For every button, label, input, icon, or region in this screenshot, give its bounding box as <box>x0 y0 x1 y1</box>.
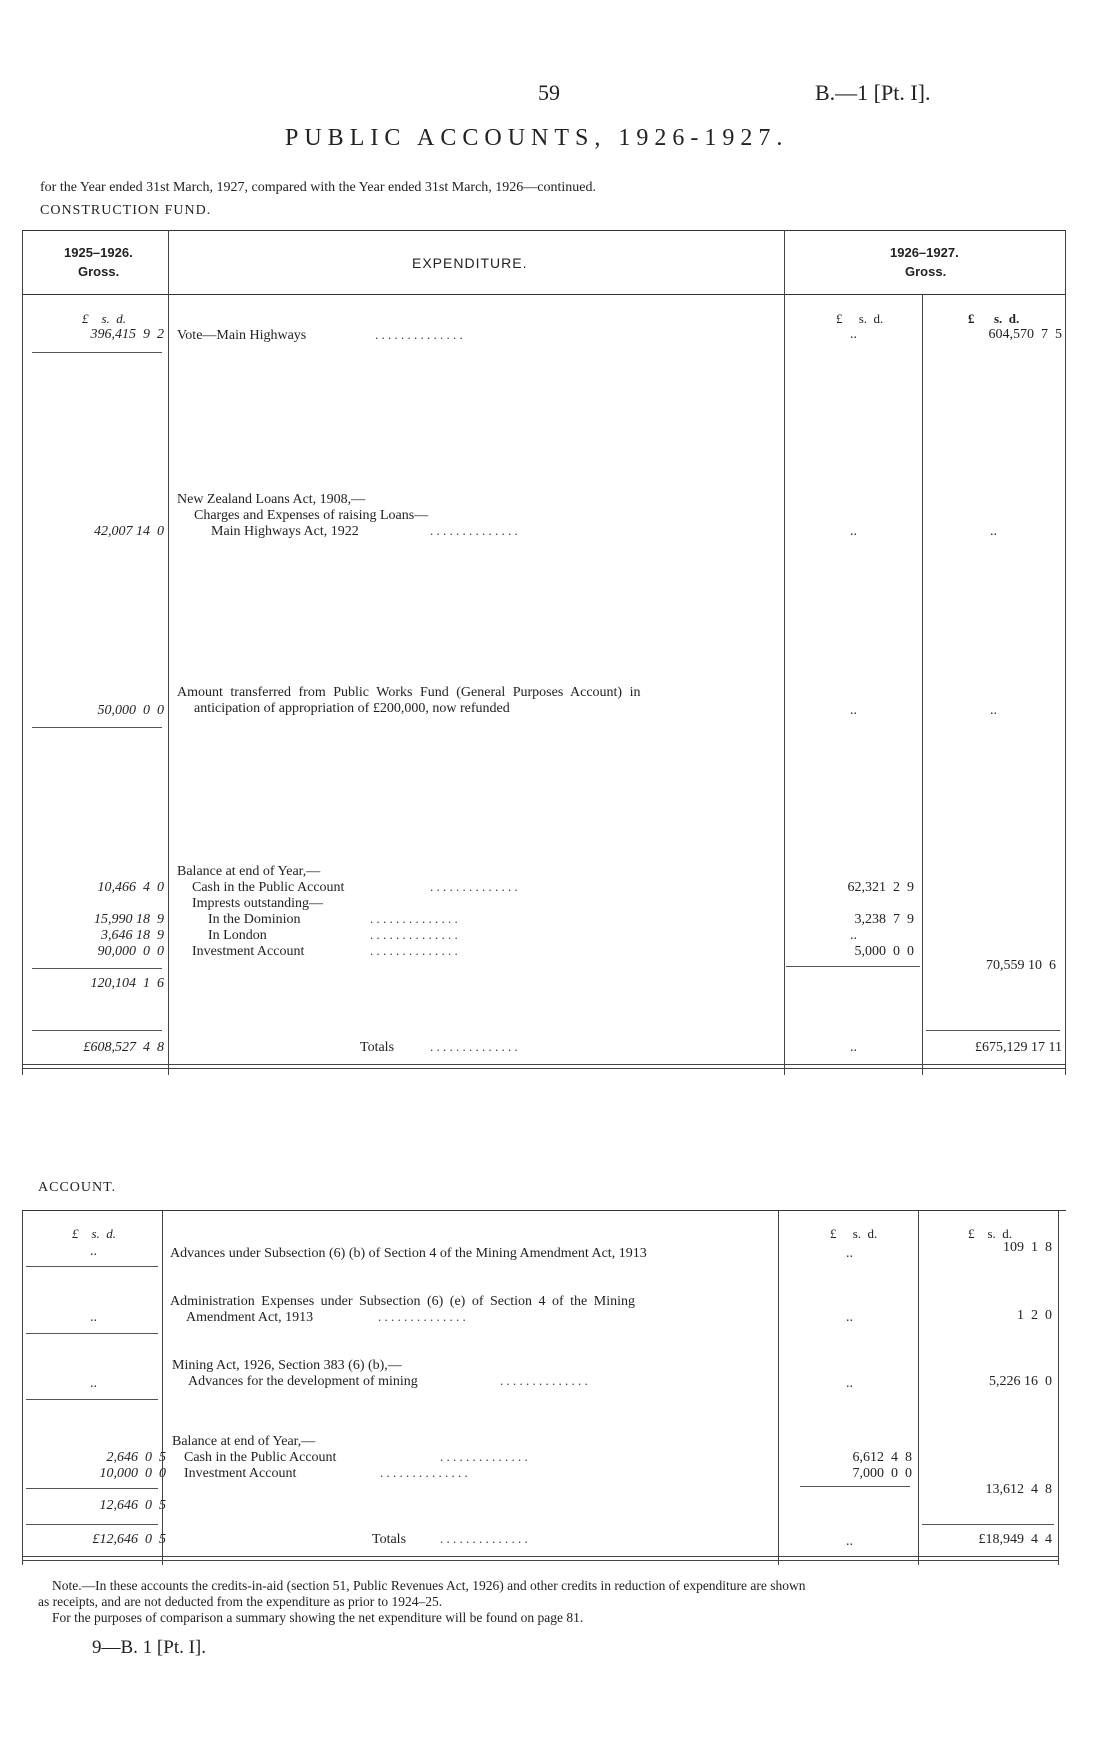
row-advances-label: Advances under Subsection (6) (b) of Section 4 of the Mining Amendment Act, 1913 <box>170 1246 647 1261</box>
balance-london-label: In London <box>208 928 267 943</box>
leader-dots: . . . . . . . . . . . . . . <box>370 911 458 926</box>
row-mining-left-amount: .. <box>90 1376 97 1391</box>
page-subtitle: for the Year ended 31st March, 1927, compared with the Year ended 31st March, 1926—continued. <box>40 180 596 195</box>
section-heading: CONSTRUCTION FUND. <box>40 203 212 218</box>
balance-subtotal-right: 13,612 4 8 <box>985 1482 1052 1497</box>
row-advances-mid-amount: .. <box>846 1246 853 1261</box>
row-loans-label-2: Charges and Expenses of raising Loans— <box>194 508 429 523</box>
balance-dominion-label: In the Dominion <box>208 912 301 927</box>
balance-cash-mid-amount: 6,612 4 8 <box>852 1450 912 1465</box>
footnote-1-continued: as receipts, and are not deducted from the expenditure as prior to 1924–25. <box>38 1594 443 1609</box>
balance-cash-left-amount: 10,466 4 0 <box>97 880 164 895</box>
row-vote-label: Vote—Main Highways <box>177 328 307 343</box>
unit-label-left: £ s. d. <box>72 1226 117 1241</box>
row-transfer-left-amount: 50,000 0 0 <box>97 703 164 718</box>
balance-subtotal-left: 120,104 1 6 <box>90 976 164 991</box>
page-title: PUBLIC ACCOUNTS, 1926-1927. <box>285 125 789 151</box>
balance-dominion-mid-amount: 3,238 7 9 <box>854 912 914 927</box>
leader-dots: . . . . . . . . . . . . . . <box>375 327 463 342</box>
balance-dominion-left-amount: 15,990 18 9 <box>94 912 164 927</box>
balance-heading: Balance at end of Year,— <box>172 1434 316 1449</box>
row-vote-left-amount: 396,415 9 2 <box>90 327 164 342</box>
row-loans-label-1: New Zealand Loans Act, 1908,— <box>177 492 366 507</box>
row-mining-label-2: Advances for the development of mining <box>188 1374 418 1389</box>
unit-label-right: £ s. d. <box>968 311 1020 326</box>
row-admin-right-amount: 1 2 0 <box>1017 1308 1052 1323</box>
balance-investment-left-amount: 10,000 0 0 <box>99 1466 166 1481</box>
balance-investment-mid-amount: 7,000 0 0 <box>852 1466 912 1481</box>
unit-label-right: £ s. d. <box>968 1226 1013 1241</box>
balance-subtotal-right: 70,559 10 6 <box>986 958 1056 973</box>
row-loans-label-3: Main Highways Act, 1922 <box>211 524 359 539</box>
leader-dots: . . . . . . . . . . . . . . <box>440 1449 528 1464</box>
row-transfer-mid-amount: .. <box>850 703 857 718</box>
totals-label: Totals <box>372 1532 407 1547</box>
leader-dots: . . . . . . . . . . . . . . <box>500 1373 588 1388</box>
totals-mid-amount: .. <box>846 1534 853 1549</box>
page-reference: B.—1 [Pt. I]. <box>815 80 931 105</box>
col-header-1926: 1926–1927. <box>890 245 959 260</box>
row-loans-right-amount: .. <box>990 524 997 539</box>
leader-dots: . . . . . . . . . . . . . . <box>440 1531 528 1546</box>
row-transfer-right-amount: .. <box>990 703 997 718</box>
totals-right-amount: £18,949 4 4 <box>978 1532 1052 1547</box>
leader-dots: . . . . . . . . . . . . . . <box>380 1465 468 1480</box>
balance-investment-label: Investment Account <box>184 1466 297 1481</box>
balance-london-mid-amount: .. <box>850 928 857 943</box>
row-admin-mid-amount: .. <box>846 1310 853 1325</box>
row-vote-mid-amount: .. <box>850 327 857 342</box>
unit-label-mid: £ s. d. <box>830 1226 878 1241</box>
col-header-expenditure: EXPENDITURE. <box>412 255 528 271</box>
row-advances-left-amount: .. <box>90 1244 97 1259</box>
balance-cash-mid-amount: 62,321 2 9 <box>847 880 914 895</box>
balance-imprests-label: Imprests outstanding— <box>192 896 324 911</box>
totals-right-amount: £675,129 17 11 <box>975 1040 1062 1055</box>
row-mining-mid-amount: .. <box>846 1376 853 1391</box>
row-admin-left-amount: .. <box>90 1310 97 1325</box>
unit-label-left: £ s. d. <box>82 311 127 326</box>
row-advances-right-amount: 109 1 8 <box>1003 1240 1052 1255</box>
col-header-1926-gross: Gross. <box>905 264 947 279</box>
row-loans-left-amount: 42,007 14 0 <box>94 524 164 539</box>
col-header-1925: 1925–1926. <box>64 245 133 260</box>
page-number: 59 <box>538 80 560 105</box>
balance-investment-left-amount: 90,000 0 0 <box>97 944 164 959</box>
leader-dots: . . . . . . . . . . . . . . <box>430 1039 518 1054</box>
unit-label-mid: £ s. d. <box>836 311 884 326</box>
balance-investment-label: Investment Account <box>192 944 305 959</box>
col-header-1925-gross: Gross. <box>78 264 120 279</box>
totals-left-amount: £12,646 0 5 <box>92 1532 166 1547</box>
balance-heading: Balance at end of Year,— <box>177 864 321 879</box>
balance-london-left-amount: 3,646 18 9 <box>101 928 164 943</box>
row-transfer-label-1: Amount transferred from Public Works Fund (General Purposes Account) in <box>177 685 641 700</box>
leader-dots: . . . . . . . . . . . . . . <box>430 523 518 538</box>
balance-investment-mid-amount: 5,000 0 0 <box>854 944 914 959</box>
balance-cash-label: Cash in the Public Account <box>192 880 345 895</box>
row-vote-right-amount: 604,570 7 5 <box>988 327 1062 342</box>
row-mining-right-amount: 5,226 16 0 <box>989 1374 1052 1389</box>
totals-label: Totals <box>360 1040 395 1055</box>
row-loans-mid-amount: .. <box>850 524 857 539</box>
leader-dots: . . . . . . . . . . . . . . <box>370 927 458 942</box>
leader-dots: . . . . . . . . . . . . . . <box>430 879 518 894</box>
row-admin-label-2: Amendment Act, 1913 <box>186 1310 314 1325</box>
signature-reference: 9—B. 1 [Pt. I]. <box>92 1637 206 1658</box>
row-admin-label-1: Administration Expenses under Subsection (6) (e) of Section 4 of the Mining <box>170 1294 635 1309</box>
footnote-1: Note.—In these accounts the credits-in-aid (section 51, Public Revenues Act, 1926) and other credits in reduction of expenditure are shown <box>52 1578 806 1593</box>
balance-cash-left-amount: 2,646 0 5 <box>106 1450 166 1465</box>
row-transfer-label-2: anticipation of appropriation of £200,000, now refunded <box>194 701 510 716</box>
leader-dots: . . . . . . . . . . . . . . <box>378 1309 466 1324</box>
section-heading: ACCOUNT. <box>38 1180 117 1195</box>
row-mining-label-1: Mining Act, 1926, Section 383 (6) (b),— <box>172 1358 402 1373</box>
leader-dots: . . . . . . . . . . . . . . <box>370 943 458 958</box>
balance-subtotal-left: 12,646 0 5 <box>99 1498 166 1513</box>
balance-cash-label: Cash in the Public Account <box>184 1450 337 1465</box>
footnote-2: For the purposes of comparison a summary showing the net expenditure will be found on page 81. <box>52 1610 584 1625</box>
totals-mid-amount: .. <box>850 1040 857 1055</box>
totals-left-amount: £608,527 4 8 <box>83 1040 164 1055</box>
